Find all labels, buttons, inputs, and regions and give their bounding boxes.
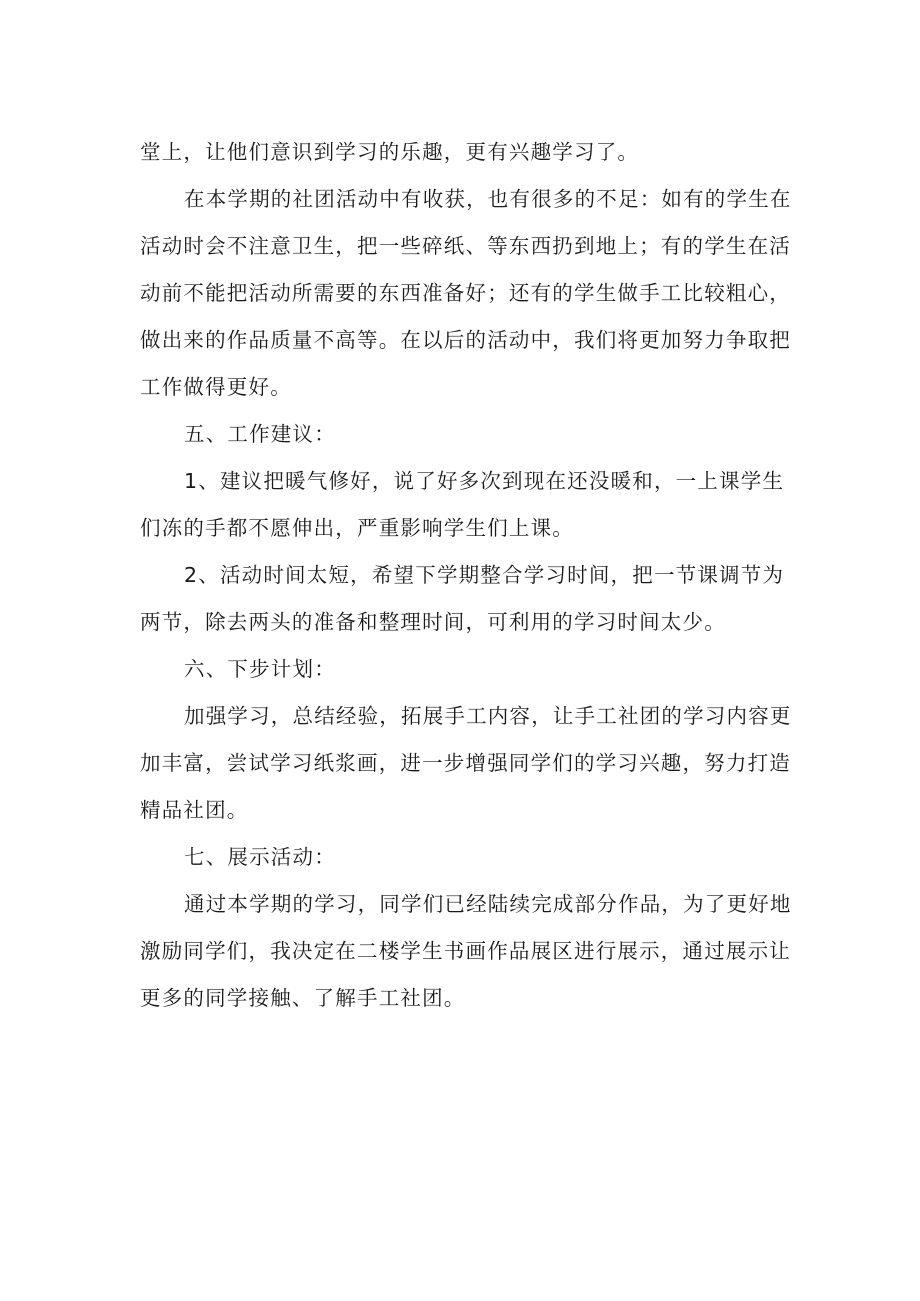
text-line: 2、活动时间太短，希望下学期整合学习时间，把一节课调节为 [184, 563, 785, 587]
text-line: 做出来的作品质量不高等。在以后的活动中，我们将更加努力争取把 [140, 328, 791, 352]
text-line: 精品社团。 [140, 798, 249, 822]
text-line: 活动时会不注意卫生，把一些碎纸、等东西扔到地上；有的学生在活 [140, 234, 791, 258]
document-body [140, 129, 792, 1022]
paragraph [140, 881, 792, 1022]
paragraph [140, 552, 785, 646]
heading-text: 七、展示活动： [184, 845, 336, 869]
paragraph [140, 129, 782, 176]
section-heading [140, 411, 782, 458]
text-line: 动前不能把活动所需要的东西准备好；还有的学生做手工比较粗心， [140, 281, 791, 305]
text-line: 激励同学们，我决定在二楼学生书画作品展区进行展示，通过展示让 [140, 939, 791, 963]
text-line: 加丰富，尝试学习纸浆画，进一步增强同学们的学习兴趣，努力打造 [140, 751, 791, 775]
paragraph [140, 693, 792, 834]
text-line: 更多的同学接触、了解手工社团。 [140, 986, 466, 1010]
text-line: 堂上，让他们意识到学习的乐趣，更有兴趣学习了。 [140, 140, 640, 164]
text-line: 通过本学期的学习，同学们已经陆续完成部分作品，为了更好地 [184, 892, 792, 916]
text-line: 两节，除去两头的准备和整理时间，可利用的学习时间太少。 [140, 610, 726, 634]
paragraph [140, 176, 792, 411]
heading-text: 五、工作建议： [184, 422, 336, 446]
text-line: 在本学期的社团活动中有收获，也有很多的不足：如有的学生在 [184, 187, 792, 211]
text-line: 1、建议把暖气修好，说了好多次到现在还没暖和，一上课学生 [184, 469, 785, 493]
text-line: 加强学习，总结经验，拓展手工内容，让手工社团的学习内容更 [184, 704, 792, 728]
section-heading [140, 646, 782, 693]
paragraph [140, 458, 785, 552]
heading-text: 六、下步计划： [184, 657, 336, 681]
section-heading [140, 834, 782, 881]
text-line: 工作做得更好。 [140, 375, 292, 399]
text-line: 们冻的手都不愿伸出，严重影响学生们上课。 [140, 516, 574, 540]
